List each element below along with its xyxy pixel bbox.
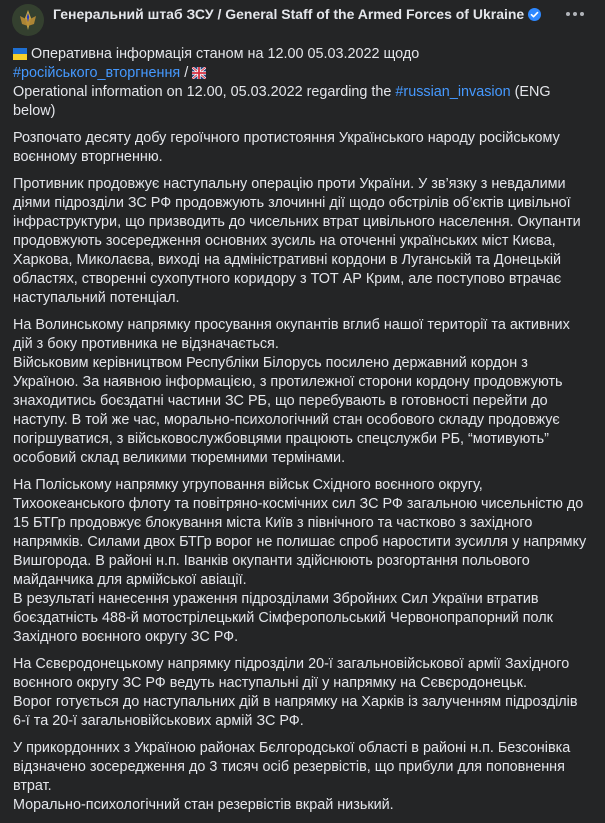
ukraine-flag-icon: [13, 48, 27, 60]
post-paragraph: Противник продовжує наступальну операцію проти України. У зв’язку з невдалими діями підрозділи ЗС РФ продовжують злочинні дії щодо обстрілів об’єктів цивільної інфраструктури, що призводить до чисельних втрат цивільного населення. Окупанти продовжують зосередження основних зусиль на оточенні українських міст Києва, Харкова, Миколаєва, виході на адміністративні кордони в Луганській та Донецькій областях, створенні сухопутного коридору з ТОТ АР Крим, але поступово втрачає наступальний потенціал.: [13, 176, 581, 306]
general-staff-emblem-icon: [12, 4, 44, 36]
post-header: [0, 0, 605, 50]
post-paragraph: На Сєвєродонецькому напрямку підрозділи 20-ї загальновійськової армії Західного воєнного округу ЗС РФ ведуть наступальні дії у напрямку на Сєвєродонецьк. Ворог готується до наступальних дій в напрямку на Харків із залученням підрозділів 6-ї та 20-ї загальновійськових армій ЗС РФ.: [13, 656, 578, 729]
more-options-icon[interactable]: [563, 6, 587, 22]
intro-ua-text: Оперативна інформація станом на 12.00 05.03.2022 щодо: [31, 46, 420, 62]
post-author-name[interactable]: Генеральний штаб ЗСУ / General Staff of the Armed Forces of Ukraine: [53, 6, 525, 22]
uk-flag-icon: [192, 67, 206, 79]
post-paragraph: Розпочато десяту добу героїчного протистояння Українського народу російському воєнному вторгненню.: [13, 130, 560, 165]
post-content: [13, 45, 593, 823]
verified-badge-icon: [528, 8, 541, 21]
intro-en-text: Operational information on 12.00, 05.03.2022 regarding the: [13, 84, 392, 100]
post-paragraphs: [13, 129, 593, 815]
intro-en-suffix: (ENG below): [13, 84, 551, 119]
post-paragraph: На Волинському напрямку просування окупантів вглиб нашої території та активних дій з боку противника не відзначається. Військовим керівництвом Республіки Білорусь посилено державний кордон з Україною. За наявною інформацією, з протилежної сторони кордону продовжують знаходитись боєздатні частини ЗС РБ, що перебувають в готовності перейти до наступу. В той же час, морально-психологічний стан особового складу продовжує погіршуватися, з військовослужбовцями працюють спецслужби РБ, “мотивують” особовий склад великими тюремними термінами.: [13, 317, 570, 466]
page-avatar[interactable]: [12, 4, 44, 36]
hashtag-russian-invasion-en[interactable]: #russian_invasion: [395, 84, 511, 100]
post-paragraph: На Поліському напрямку угруповання військ Східного воєнного округу, Тихоокеанського флоту та повітряно-космічних сил ЗС РФ загальною чисельністю до 15 БТГр продовжує блокування міста Київ з північного та частково з західного напрямків. Силами двох БТГр ворог не полишає спроб наростити зусилля у напрямку Вишгорода. В районі н.п. Іванків окупанти здійснюють розгортання польового майданчика для армійської авіації. В результаті нанесення ураження підрозділами Збройних Сил України втратив боєздатність 488-й мотострілецький Сімферопольський Червонопрапорний полк Західного воєнного округу ЗС РФ.: [13, 477, 587, 645]
post-author[interactable]: [53, 6, 541, 22]
hashtag-russian-invasion-ua[interactable]: #російського_вторгнення: [13, 65, 181, 81]
intro-separator: /: [184, 65, 189, 81]
post-paragraph: У прикордонних з Україною районах Бєлгородської області в районі н.п. Безсонівка відзначено зосередження до 3 тисяч осіб резервістів, що прибули для поповнення втрат. Морально-психологічний стан резервістів вкрай низький.: [13, 740, 571, 813]
post-intro: [13, 45, 593, 121]
